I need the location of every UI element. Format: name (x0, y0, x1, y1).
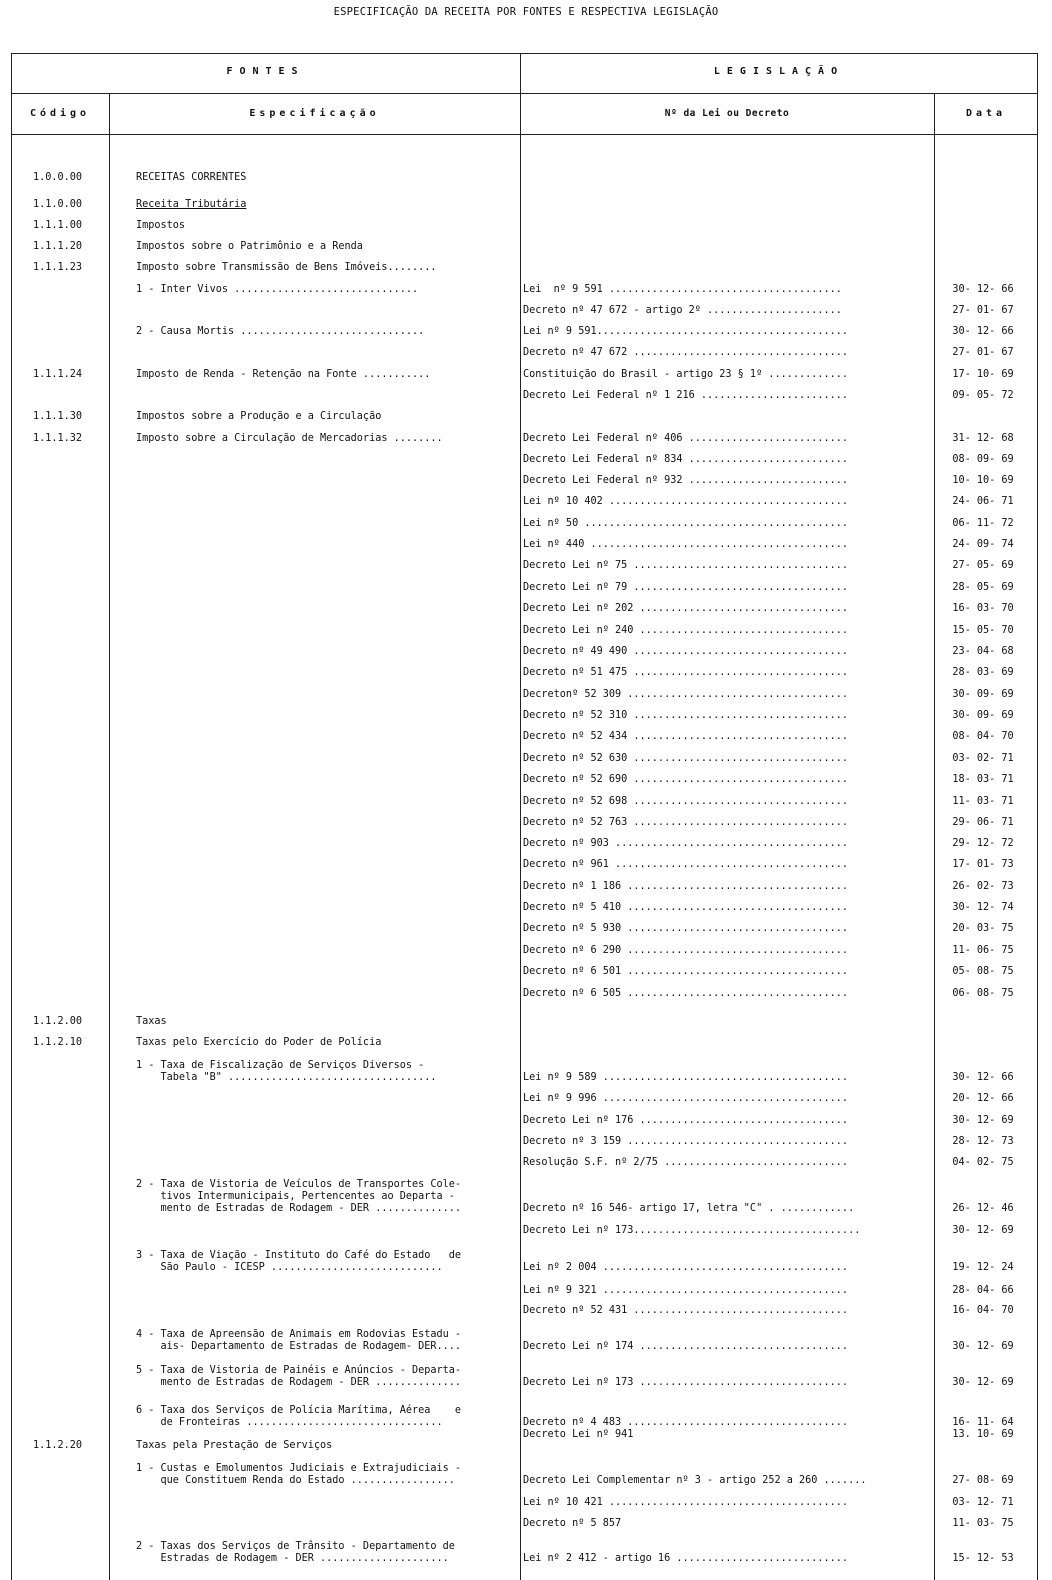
row-law: Decreto nº 4 483 .................................... (523, 1417, 849, 1428)
row-code: 1.1.2.20 (33, 1440, 83, 1451)
row-specification: ais- Departamento de Estradas de Rodagem- DER.... (136, 1341, 462, 1352)
row-date: 08- 04- 70 (952, 731, 1014, 742)
row-specification: Taxas pelo Exercício do Poder de Polícia (136, 1037, 382, 1048)
row-law: Lei nº 9 591......................................... (523, 326, 849, 337)
row-law: Decreto nº 16 546- artigo 17, letra "C" . ............ (523, 1203, 855, 1214)
row-date: 16- 03- 70 (952, 603, 1014, 614)
row-code: 1.0.0.00 (33, 172, 83, 183)
row-specification: Imposto sobre a Circulação de Mercadorias ........ (136, 433, 443, 444)
row-date: 26- 02- 73 (952, 881, 1014, 892)
row-law: Lei nº 9 996 ........................................ (523, 1093, 849, 1104)
row-specification: Impostos sobre o Patrimônio e a Renda (136, 241, 363, 252)
header-fontes: FONTES (226, 66, 305, 77)
row-law: Decreto nº 961 ...................................... (523, 859, 849, 870)
row-date: 11- 03- 75 (952, 1518, 1014, 1529)
row-code: 1.1.1.30 (33, 411, 83, 422)
row-code: 1.1.1.32 (33, 433, 83, 444)
header-data: Data (965, 108, 1007, 119)
row-date: 27- 05- 69 (952, 560, 1014, 571)
row-specification: São Paulo - ICESP ............................ (136, 1262, 443, 1273)
row-law: Decreto Lei Federal nº 1 216 ........................ (523, 390, 849, 401)
header-especificacao: Especificação (249, 108, 380, 119)
row-specification: mento de Estradas de Rodagem - DER .............. (136, 1377, 462, 1388)
row-law: Decreto nº 3 159 .................................... (523, 1136, 849, 1147)
row-date: 30- 12- 66 (952, 1072, 1014, 1083)
row-law: Decreto Lei nº 79 ................................... (523, 582, 849, 593)
row-law: Decreto nº 51 475 ................................... (523, 667, 849, 678)
row-specification: Taxas pela Prestação de Serviços (136, 1440, 333, 1451)
row-law: Decreto nº 52 431 ................................... (523, 1305, 849, 1316)
row-law: Decreto nº 5 930 .................................... (523, 923, 849, 934)
row-date: 30- 12- 69 (952, 1225, 1014, 1236)
row-specification: 2 - Causa Mortis .............................. (136, 326, 425, 337)
row-date: 08- 09- 69 (952, 454, 1014, 465)
row-date: 06- 11- 72 (952, 518, 1014, 529)
row-date: 13. 10- 69 (952, 1429, 1014, 1440)
header-divider-bottom (11, 134, 1038, 135)
row-law: Decreto nº 5 410 .................................... (523, 902, 849, 913)
row-specification: que Constituem Renda do Estado ................. (136, 1475, 455, 1486)
row-specification: 1 - Taxa de Fiscalização de Serviços Diversos - (136, 1060, 425, 1071)
row-code: 1.1.1.24 (33, 369, 83, 380)
row-date: 19- 12- 24 (952, 1262, 1014, 1273)
row-date: 27- 08- 69 (952, 1475, 1014, 1486)
row-law: Decreto nº 49 490 ................................... (523, 646, 849, 657)
row-date: 20- 03- 75 (952, 923, 1014, 934)
row-law: Decreto nº 52 763 ................................... (523, 817, 849, 828)
row-law: Decreto Lei Federal nº 406 .......................... (523, 433, 849, 444)
page-title: ESPECIFICAÇÃO DA RECEITA POR FONTES E RESPECTIVA LEGISLAÇÃO (333, 6, 719, 18)
row-specification: Taxas (136, 1016, 167, 1027)
row-date: 03- 02- 71 (952, 753, 1014, 764)
row-specification: Receita Tributária (136, 199, 247, 210)
row-date: 03- 12- 71 (952, 1497, 1014, 1508)
row-law: Resolução S.F. nº 2/75 .............................. (523, 1157, 849, 1168)
row-law: Decreto nº 52 310 ................................... (523, 710, 849, 721)
row-date: 30- 12- 66 (952, 284, 1014, 295)
row-specification: 5 - Taxa de Vistoria de Painéis e Anúncios - Departa- (136, 1365, 462, 1376)
header-divider (11, 93, 1038, 94)
row-law: Lei nº 440 .......................................... (523, 539, 849, 550)
header-lei: Nº da Lei ou Decreto (664, 108, 790, 119)
row-code: 1.1.1.20 (33, 241, 83, 252)
row-law: Lei nº 2 412 - artigo 16 ............................ (523, 1553, 849, 1564)
row-code: 1.1.1.23 (33, 262, 83, 273)
row-specification: 3 - Taxa de Viação - Instituto do Café do Estado de (136, 1250, 462, 1261)
row-specification: 4 - Taxa de Apreensão de Animais em Rodovias Estadu - (136, 1329, 462, 1340)
row-specification: 2 - Taxa de Vistoria de Veículos de Transportes Cole- (136, 1179, 462, 1190)
row-law: Decreto Lei nº 173 .................................. (523, 1377, 849, 1388)
row-date: 06- 08- 75 (952, 988, 1014, 999)
row-specification: RECEITAS CORRENTES (136, 172, 247, 183)
row-law: Lei nº 10 421 ....................................... (523, 1497, 849, 1508)
row-date: 28- 12- 73 (952, 1136, 1014, 1147)
row-date: 17- 10- 69 (952, 369, 1014, 380)
row-law: Decreto nº 6 501 .................................... (523, 966, 849, 977)
row-date: 31- 12- 68 (952, 433, 1014, 444)
header-legislacao: LEGISLAÇÃO (713, 66, 845, 77)
row-date: 04- 02- 75 (952, 1157, 1014, 1168)
row-specification: Estradas de Rodagem - DER ..................... (136, 1553, 449, 1564)
row-law: Lei nº 9 321 ........................................ (523, 1285, 849, 1296)
row-specification: 6 - Taxa dos Serviços de Polícia Marítima, Aérea e (136, 1405, 462, 1416)
row-date: 10- 10- 69 (952, 475, 1014, 486)
row-law: Lei nº 50 ........................................... (523, 518, 849, 529)
row-law: Decreto nº 1 186 .................................... (523, 881, 849, 892)
row-specification: mento de Estradas de Rodagem - DER .............. (136, 1203, 462, 1214)
column-divider-date (934, 93, 935, 1580)
row-date: 23- 04- 68 (952, 646, 1014, 657)
row-date: 29- 06- 71 (952, 817, 1014, 828)
row-date: 11- 03- 71 (952, 796, 1014, 807)
row-code: 1.1.2.10 (33, 1037, 83, 1048)
row-date: 27- 01- 67 (952, 305, 1014, 316)
row-law: Decreto nº 47 672 - artigo 2º ...................... (523, 305, 842, 316)
row-law: Decretonº 52 309 .................................... (523, 689, 849, 700)
row-law: Decreto nº 47 672 ................................... (523, 347, 849, 358)
row-law: Lei nº 9 589 ........................................ (523, 1072, 849, 1083)
row-law: Constituição do Brasil - artigo 23 § 1º ............. (523, 369, 849, 380)
row-law: Lei nº 10 402 ....................................... (523, 496, 849, 507)
row-law: Decreto Lei nº 75 ................................... (523, 560, 849, 571)
row-specification: Imposto sobre Transmissão de Bens Imóveis........ (136, 262, 437, 273)
row-date: 27- 01- 67 (952, 347, 1014, 358)
row-law: Decreto Lei nº 202 .................................. (523, 603, 849, 614)
row-date: 15- 12- 53 (952, 1553, 1014, 1564)
row-specification: Imposto de Renda - Retenção na Fonte ........... (136, 369, 431, 380)
row-law: Lei nº 2 004 ........................................ (523, 1262, 849, 1273)
row-date: 24- 06- 71 (952, 496, 1014, 507)
row-date: 11- 06- 75 (952, 945, 1014, 956)
row-date: 16- 04- 70 (952, 1305, 1014, 1316)
row-law: Decreto Lei Federal nº 932 .......................... (523, 475, 849, 486)
row-date: 30- 12- 69 (952, 1377, 1014, 1388)
row-date: 17- 01- 73 (952, 859, 1014, 870)
row-law: Decreto Lei nº 941 (523, 1429, 634, 1440)
row-date: 28- 04- 66 (952, 1285, 1014, 1296)
row-date: 28- 03- 69 (952, 667, 1014, 678)
row-law: Decreto nº 6 505 .................................... (523, 988, 849, 999)
row-date: 30- 12- 69 (952, 1115, 1014, 1126)
row-law: Decreto nº 52 434 ................................... (523, 731, 849, 742)
row-law: Lei nº 9 591 ...................................... (523, 284, 842, 295)
row-date: 30- 12- 66 (952, 326, 1014, 337)
row-specification: de Fronteiras ................................ (136, 1417, 443, 1428)
row-date: 20- 12- 66 (952, 1093, 1014, 1104)
row-date: 30- 09- 69 (952, 689, 1014, 700)
row-date: 30- 12- 74 (952, 902, 1014, 913)
row-date: 26- 12- 46 (952, 1203, 1014, 1214)
row-law: Decreto Lei nº 174 .................................. (523, 1341, 849, 1352)
row-code: 1.1.0.00 (33, 199, 83, 210)
row-law: Decreto nº 5 857 (523, 1518, 622, 1529)
row-law: Decreto Lei Federal nº 834 .......................... (523, 454, 849, 465)
row-code: 1.1.2.00 (33, 1016, 83, 1027)
row-law: Decreto Lei nº 240 .................................. (523, 625, 849, 636)
column-divider-code (109, 93, 110, 1580)
row-specification: 1 - Custas e Emolumentos Judiciais e Extrajudiciais - (136, 1463, 462, 1474)
row-date: 16- 11- 64 (952, 1417, 1014, 1428)
row-date: 30- 09- 69 (952, 710, 1014, 721)
row-date: 05- 08- 75 (952, 966, 1014, 977)
row-specification: 2 - Taxas dos Serviços de Trânsito - Departamento de (136, 1541, 455, 1552)
row-law: Decreto Lei Complementar nº 3 - artigo 252 a 260 ....... (523, 1475, 867, 1486)
row-specification: tivos Intermunicipais, Pertencentes ao Departa - (136, 1191, 455, 1202)
row-date: 29- 12- 72 (952, 838, 1014, 849)
row-law: Decreto nº 52 690 ................................... (523, 774, 849, 785)
row-code: 1.1.1.00 (33, 220, 83, 231)
row-law: Decreto nº 6 290 .................................... (523, 945, 849, 956)
row-law: Decreto Lei nº 173..................................... (523, 1225, 861, 1236)
row-date: 09- 05- 72 (952, 390, 1014, 401)
header-codigo: Código (29, 108, 91, 119)
row-law: Decreto Lei nº 176 .................................. (523, 1115, 849, 1126)
row-specification: Tabela "B" .................................. (136, 1072, 437, 1083)
row-law: Decreto nº 903 ...................................... (523, 838, 849, 849)
row-date: 15- 05- 70 (952, 625, 1014, 636)
row-law: Decreto nº 52 630 ................................... (523, 753, 849, 764)
column-divider-main (520, 53, 521, 1580)
row-law: Decreto nº 52 698 ................................... (523, 796, 849, 807)
row-date: 28- 05- 69 (952, 582, 1014, 593)
row-date: 30- 12- 69 (952, 1341, 1014, 1352)
row-specification: Impostos sobre a Produção e a Circulação (136, 411, 382, 422)
row-specification: Impostos (136, 220, 186, 231)
row-date: 24- 09- 74 (952, 539, 1014, 550)
row-specification: 1 - Inter Vivos .............................. (136, 284, 419, 295)
row-date: 18- 03- 71 (952, 774, 1014, 785)
